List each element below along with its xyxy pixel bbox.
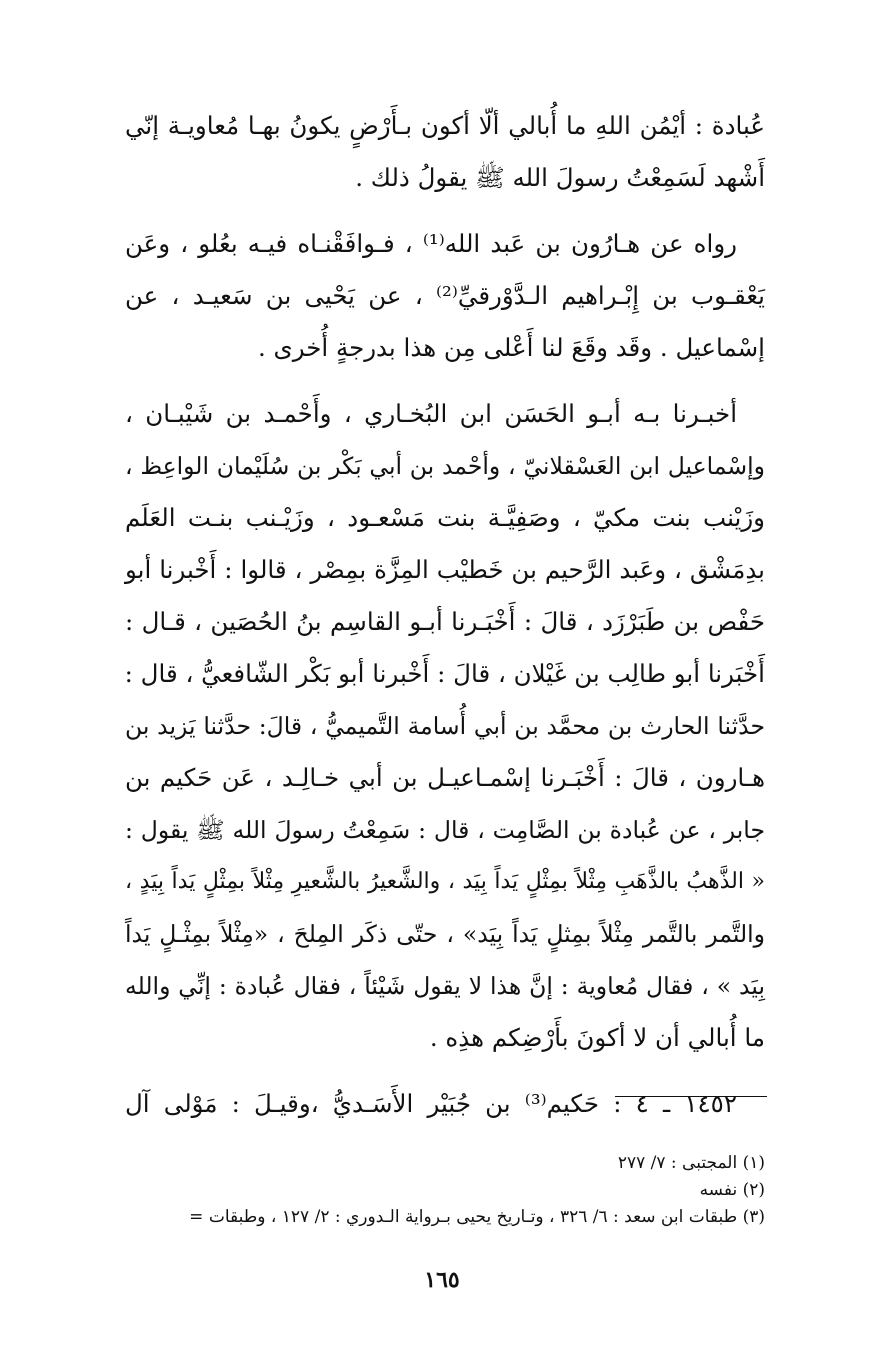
text-line: بِيَد » ، فقال مُعاوية : إنَّ هذا لا يقول شَيْئاً ، فقال عُبادة : إنِّي والله	[125, 972, 765, 1000]
paragraph-3	[125, 388, 765, 1064]
text-line: أخبـرنا بـه أبـو الحَسَن ابن البُخـاري ، وأَحْمـد بن شَيْبـان ،	[125, 399, 737, 428]
text-line: هـارون ، قالَ : أَخْبَـرنا إسْمـاعيـل بن أبي خـالِـد ، عَن حَكيم بن	[125, 763, 765, 792]
text-line: عُبادة : أيْمُن اللهِ ما أُبالي ألّا أكون بـأَرْضٍ يكونُ بهـا مُعاويـة إنّي	[125, 111, 765, 140]
text-line: بدِمَشْق ، وعَبد الرَّحيم بن خَطيْب المِزَّة بمِصْر ، قالوا : أَخْبرنا أبو	[125, 555, 765, 584]
text-line: حَفْص بن طَبَرْزَد ، قالَ : أَخْبَـرنا أبـو القاسِم بنُ الحُصَين ، قـال :	[125, 607, 765, 636]
paragraph-4	[125, 1078, 765, 1130]
footnote-separator	[615, 1096, 767, 1097]
footnote-2: (٢) نفسه	[699, 1180, 765, 1200]
footnotes	[110, 1150, 765, 1231]
text-line: أَخْبَرنا أبو طالِب بن غَيْلان ، قالَ : أَخْبرنا أبو بَكْر الشّافعيُّ ، قال :	[124, 659, 765, 688]
text-line: حدَّثنا الحارث بن محمَّد بن أبي أُسامة التَّميميُّ ، قالَ: حدَّثنا يَزيد بن	[125, 712, 765, 740]
text-line: رواه عن هـارُون بن عَبد الله⁽¹⁾ ، فـوافَقْنـاه فيـه بعُلو ، وعَن	[125, 229, 737, 258]
text-line: جابر ، عن عُبادة بن الصَّامِت ، قال : سَمِعْتُ رسولَ الله ﷺ يقول :	[125, 816, 765, 844]
text-line: وإسْماعيل ابن العَسْقلانيّ ، وأحْمد بن أبي بَكْر بن سُلَيْمان الواعِظ ،	[125, 452, 765, 480]
text-line: « الذَّهبُ بالذَّهَبِ مِثْلاً بمِثْلٍ يَداً بِيَد ، والشَّعيرُ بالشَّعيرِ مِثْلاً بمِثْلٍ يَداً بِيَدٍ ،	[125, 869, 765, 894]
paragraph-1	[125, 100, 765, 204]
text-line: يَعْقـوب بن إِبْـراهيم الـدَّوْرقيِّ⁽²⁾ ، عن يَحْيى بن سَعيـد ، عن	[125, 281, 765, 310]
text-line: ١٤٥٢ ـ ٤ : حَكيم⁽³⁾ بن جُبَيْر الأَسَـديُّ ،وقيـلَ : مَوْلى آل	[125, 1089, 737, 1118]
page-number: ١٦٥	[424, 1267, 460, 1293]
text-line: إسْماعيل . وقَد وقَعَ لنا أَعْلى مِن هذا بدرجةٍ أُخرى .	[257, 333, 765, 362]
main-text	[125, 100, 765, 1144]
footnote-1: (١) المجتبى : ٧/ ٢٧٧	[617, 1153, 765, 1173]
text-line: والتَّمر بالتَّمر مِثْلاً بمِثلٍ يَداً بِيَد» ، حتّى ذكَر المِلحَ ، «مِثْلاً بمِثْـلٍ يَداً	[125, 920, 765, 948]
text-line: أَشْهد لَسَمِعْتُ رسولَ الله ﷺ يقولُ ذلك .	[355, 163, 765, 192]
footnote-3: (٣) طبقات ابن سعد : ٦/ ٣٢٦ ، وتـاريخ يحيى بـرواية الـدوري : ٢/ ١٢٧ ، وطبقات =	[189, 1207, 765, 1227]
text-line: ما أُبالي أن لا أكونَ بأَرْضِكم هذِه .	[429, 1023, 765, 1052]
paragraph-2	[125, 218, 765, 374]
text-line: وزَيْنب بنت مكيّ ، وصَفِيَّـة بنت مَسْعـود ، وزَيْـنب بنـت العَلَم	[125, 503, 765, 532]
